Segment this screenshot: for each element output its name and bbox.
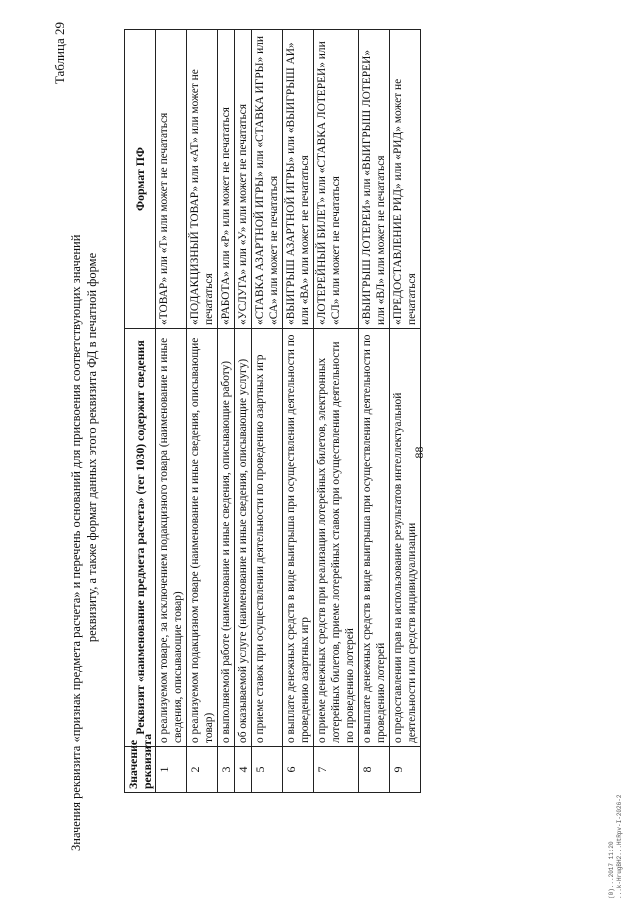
header-format: Формат ПФ	[125, 30, 156, 329]
row-format: «ЛОТЕРЕЙНЫЙ БИЛЕТ» или «СТАВКА ЛОТЕРЕИ» или «СЛ» или может не печататься	[314, 30, 359, 329]
row-code: 8	[359, 747, 390, 793]
table-label: Таблица 29	[52, 22, 67, 85]
table-header-row	[125, 30, 156, 793]
row-format: «ТОВАР» или «Т» или может не печататься	[156, 30, 187, 329]
row-content: о выплате денежных средств в виде выигрыша при осуществлении деятельности по проведению азартных игр	[283, 329, 314, 747]
heading-line-2: реквизиту, а также формат данных этого реквизита ФД в печатной форме	[85, 252, 99, 643]
row-content: о предоставлении прав на использование результатов интеллектуальной деятельности или средств индивидуализации	[390, 329, 421, 747]
table-heading	[68, 40, 100, 855]
heading-line-1: Значения реквизита «признак предмета расчета» и перечень оснований для присвоения соответствующих значений	[69, 234, 83, 851]
row-content: о реализуемом подакцизном товаре (наименование и иные сведения, описывающие товар)	[187, 329, 218, 747]
row-format: «РАБОТА» или «Р» или может не печататься	[218, 30, 235, 329]
header-code: Значение реквизита	[125, 747, 156, 793]
row-code: 9	[390, 747, 421, 793]
row-code: 7	[314, 747, 359, 793]
stamp-line-1: (0)...2017 11:20	[608, 841, 615, 899]
row-code: 3	[218, 747, 235, 793]
table-row	[187, 30, 218, 793]
stamp-line-2: ...k-HrugBH2...HtRpv-I-2026-2	[616, 794, 623, 899]
row-format: «ВЫИГРЫШ АЗАРТНОЙ ИГРЫ» или «ВЫИГРЫШ АИ» или «ВА» или может не печататься	[283, 30, 314, 329]
row-format: «ВЫИГРЫШ ЛОТЕРЕИ» или «ВЫИГРЫШ ЛОТЕРЕИ» или «ВЛ» или может не печататься	[359, 30, 390, 329]
row-content: о приеме ставок при осуществлении деятельности по проведению азартных игр	[252, 329, 283, 747]
values-table	[124, 29, 421, 793]
table-row	[314, 30, 359, 793]
table-row	[235, 30, 252, 793]
row-format: «УСЛУГА» или «У» или может не печататься	[235, 30, 252, 329]
row-code: 4	[235, 747, 252, 793]
table-row	[252, 30, 283, 793]
table-row	[156, 30, 187, 793]
row-code: 1	[156, 747, 187, 793]
registration-stamp	[608, 795, 624, 899]
row-content: о реализуемом товаре, за исключением подакцизного товара (наименование и иные сведения, описывающие товар)	[156, 329, 187, 747]
row-code: 6	[283, 747, 314, 793]
row-content: о приеме денежных средств при реализации лотерейных билетов, электронных лотерейных билетов, приеме лотерейных ставок при осуществлении деятельности по проведению лотерей	[314, 329, 359, 747]
row-code: 5	[252, 747, 283, 793]
table-row	[283, 30, 314, 793]
table-row	[218, 30, 235, 793]
row-format: «ПРЕДОСТАВЛЕНИЕ РИД» или «РИД» может не печататься	[390, 30, 421, 329]
row-content: о выплате денежных средств в виде выигрыша при осуществлении деятельности по проведению лотерей	[359, 329, 390, 747]
table-row	[390, 30, 421, 793]
row-format: «ПОДАКЦИЗНЫЙ ТОВАР» или «АТ» или может не печататься	[187, 30, 218, 329]
page-number: 88	[412, 446, 426, 459]
row-format: «СТАВКА АЗАРТНОЙ ИГРЫ» или «СТАВКА ИГРЫ» или «СА» или может не печататься	[252, 30, 283, 329]
row-code: 2	[187, 747, 218, 793]
table-row	[359, 30, 390, 793]
header-content: Реквизит «наименование предмета расчета» (тег 1030) содержит сведения	[125, 329, 156, 747]
row-content: о выполняемой работе (наименование и иные сведения, описывающие работу)	[218, 329, 235, 747]
row-content: об оказываемой услуге (наименование и иные сведения, описывающие услугу)	[235, 329, 252, 747]
